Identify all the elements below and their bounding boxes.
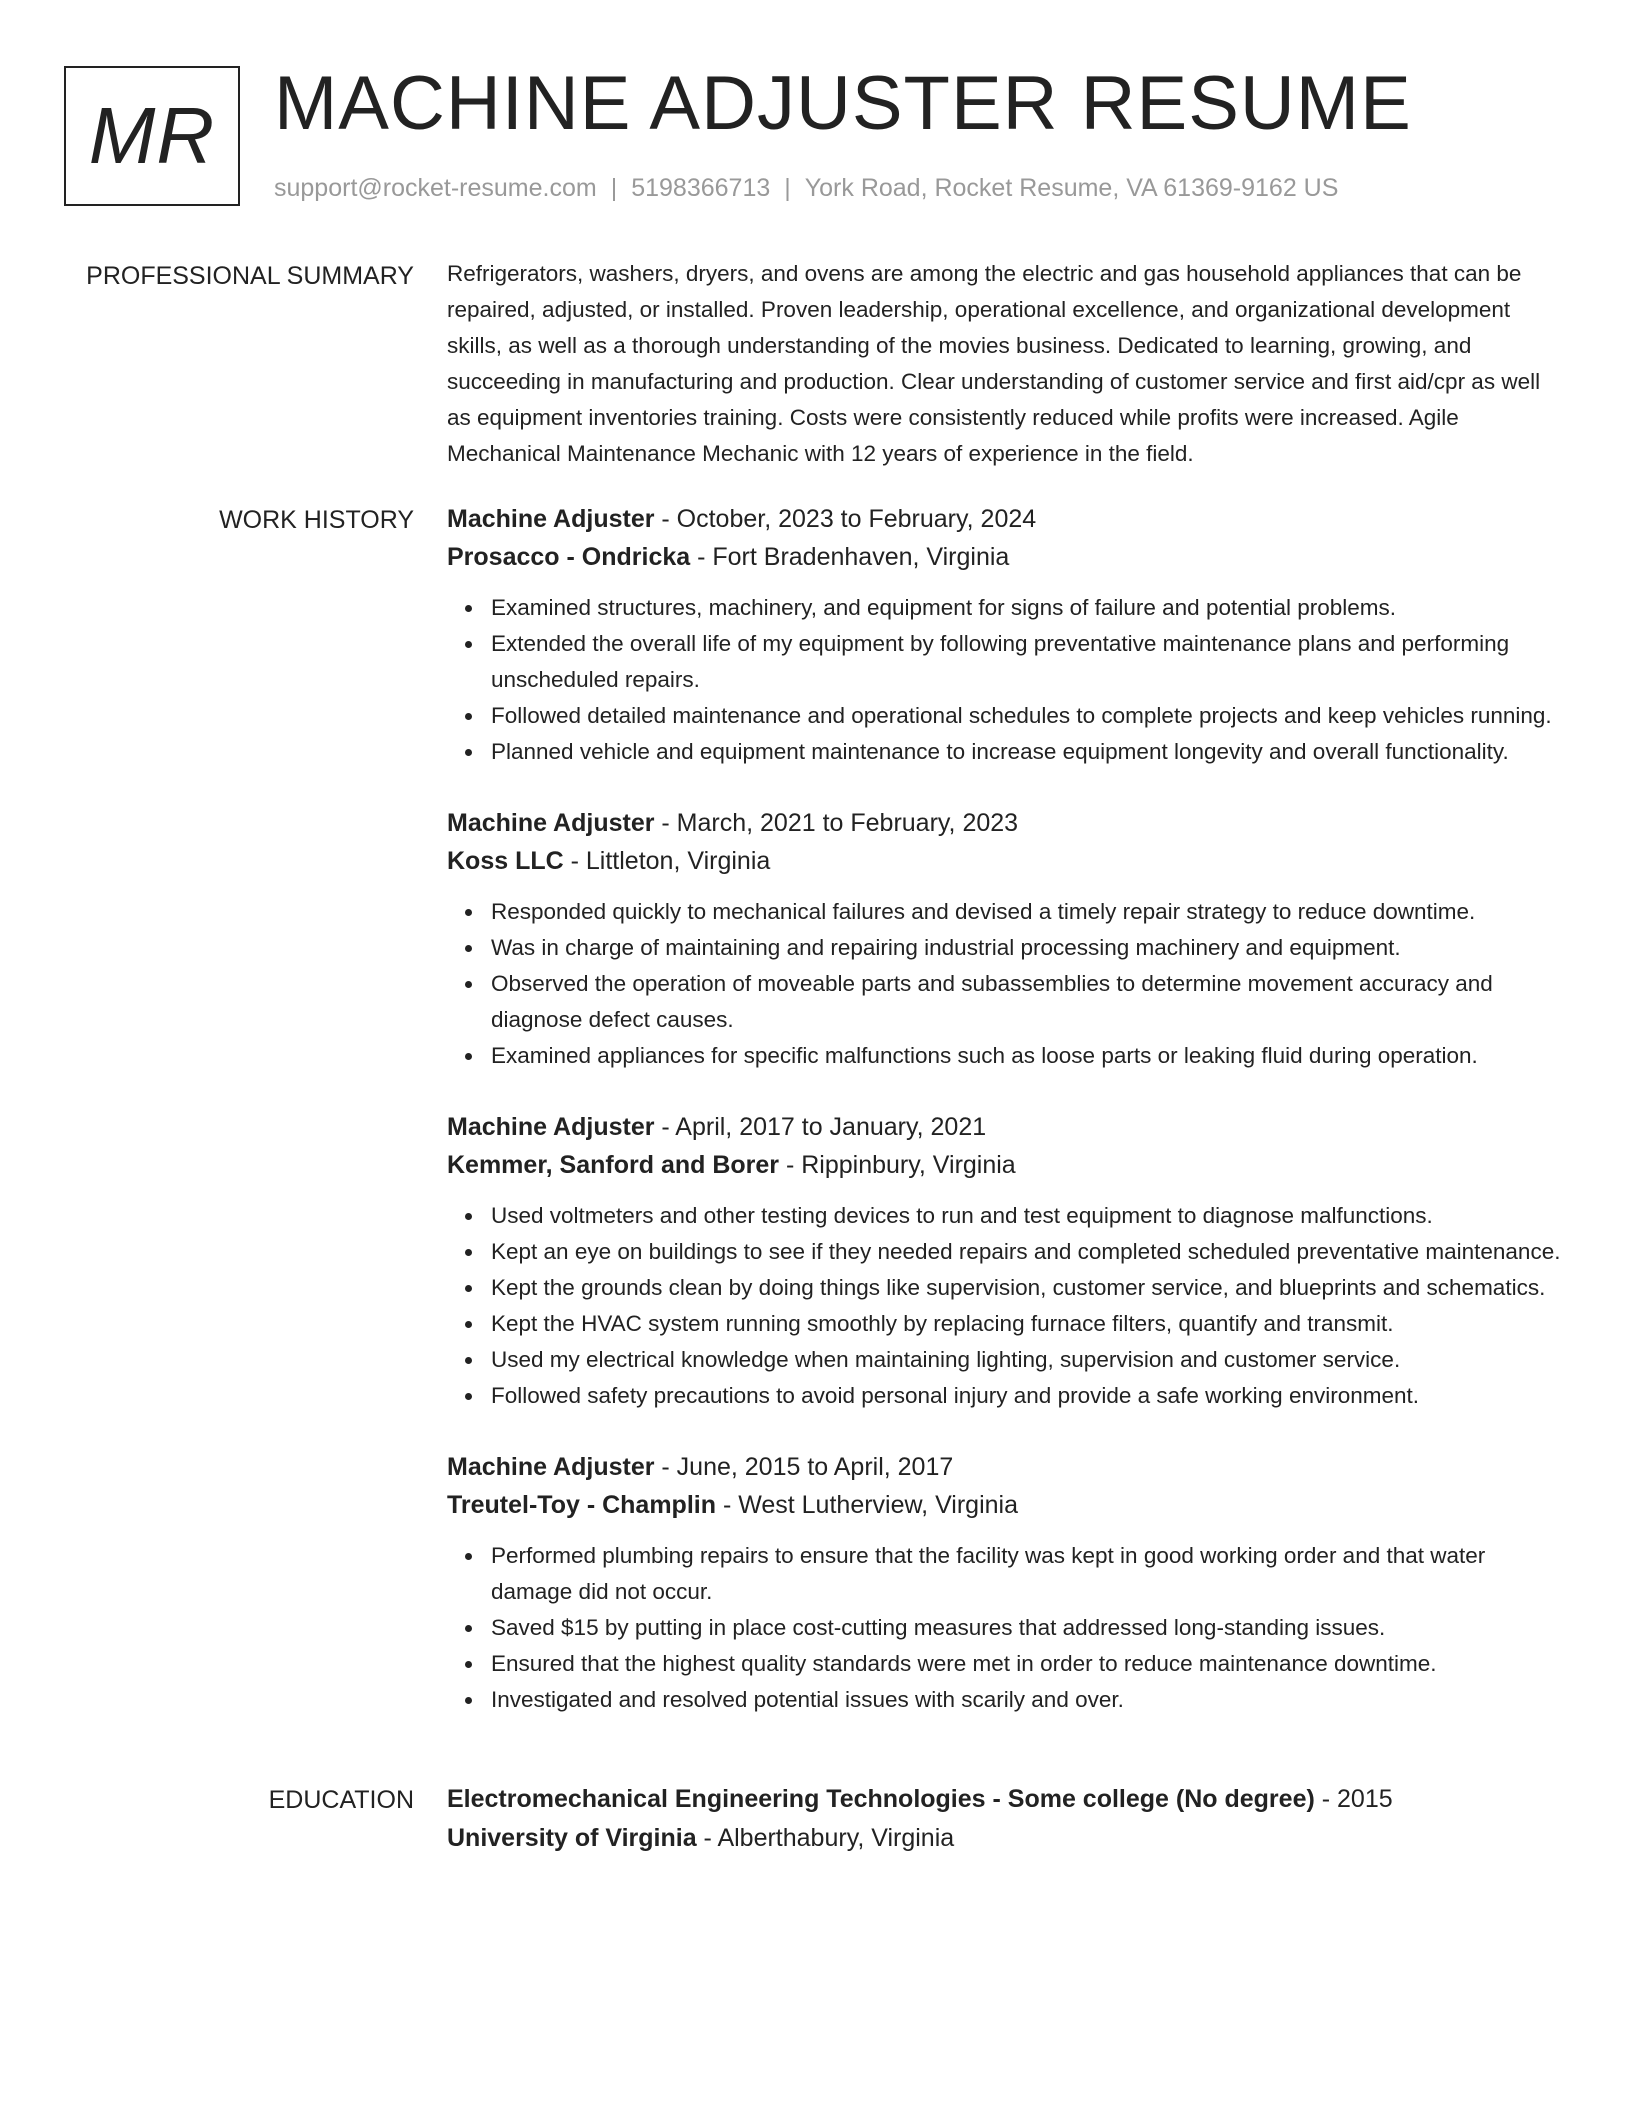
- section-title: PROFESSIONAL SUMMARY: [86, 262, 414, 290]
- job-location: - Fort Bradenhaven, Virginia: [690, 543, 1010, 571]
- contact-phone[interactable]: 5198366713: [631, 174, 771, 202]
- job-position: Machine Adjuster: [447, 505, 655, 533]
- job-company-line: [447, 1486, 1568, 1524]
- summary-text: Refrigerators, washers, dryers, and ovens are among the electric and gas household appliances that can be repaired, adjusted, or installed. Proven leadership, operational excellence, and organizational development skills, as well as a thorough understanding of the movies business. Dedicated to learning, growing, and succeeding in manufacturing and production. Clear understanding of customer service and first aid/cpr as well as equipment inventories training. Costs were consistently reduced while profits were increased. Agile Mechanical Maintenance Mechanic with 12 years of experience in the field.: [447, 261, 1541, 466]
- job-position: Machine Adjuster: [447, 1113, 655, 1141]
- job-company: Kemmer, Sanford and Borer: [447, 1151, 780, 1179]
- contact-line: [274, 174, 1338, 203]
- job-dates: - June, 2015 to April, 2017: [654, 1453, 954, 1481]
- job-position: Machine Adjuster: [447, 809, 655, 837]
- job-location: - West Lutherview, Virginia: [716, 1491, 1018, 1519]
- job-bullet: Saved $15 by putting in place cost-cutting measures that addressed long-standing issues.: [491, 1610, 1568, 1646]
- job-bullet: Planned vehicle and equipment maintenance to increase equipment longevity and overall functionality.: [491, 734, 1568, 770]
- section-body: [447, 1780, 1568, 1858]
- resume-title: MACHINE ADJUSTER RESUME: [274, 61, 1412, 146]
- job-bullet: Followed detailed maintenance and operational schedules to complete projects and keep vehicles running.: [491, 698, 1568, 734]
- education-school: University of Virginia: [447, 1824, 697, 1852]
- job-bullet: Observed the operation of moveable parts and subassemblies to determine movement accuracy and diagnose defect causes.: [491, 966, 1568, 1038]
- section-work-history: [64, 500, 1568, 1752]
- job-bullets: [447, 1538, 1568, 1718]
- job-bullets: [447, 1198, 1568, 1414]
- job-company-line: [447, 538, 1568, 576]
- education-degree-line: [447, 1780, 1568, 1819]
- job-title-line: [447, 1448, 1568, 1486]
- contact-email[interactable]: support@rocket-resume.com: [274, 174, 597, 202]
- job-bullet: Examined appliances for specific malfunctions such as loose parts or leaking fluid during operation.: [491, 1038, 1568, 1074]
- section-education: [64, 1780, 1568, 1858]
- job-bullet: Used my electrical knowledge when maintaining lighting, supervision and customer service.: [491, 1342, 1568, 1378]
- job-location: - Littleton, Virginia: [563, 847, 771, 875]
- job-title-line: [447, 804, 1568, 842]
- job-bullet: Investigated and resolved potential issues with scarily and over.: [491, 1682, 1568, 1718]
- section-title: EDUCATION: [268, 1786, 414, 1814]
- education-year: - 2015: [1314, 1785, 1393, 1813]
- job-bullet: Followed safety precautions to avoid personal injury and provide a safe working environment.: [491, 1378, 1568, 1414]
- job-bullets: [447, 894, 1568, 1074]
- job-company: Prosacco - Ondricka: [447, 543, 691, 571]
- section-professional-summary: [64, 256, 1568, 472]
- job-company: Treutel-Toy - Champlin: [447, 1491, 716, 1519]
- monogram-logo: MR: [64, 66, 240, 206]
- job-bullet: Kept the HVAC system running smoothly by replacing furnace filters, quantify and transmit.: [491, 1306, 1568, 1342]
- job-dates: - October, 2023 to February, 2024: [654, 505, 1037, 533]
- education-degree: Electromechanical Engineering Technologies - Some college (No degree): [447, 1785, 1315, 1813]
- job-entry: [447, 804, 1568, 1074]
- job-bullet: Examined structures, machinery, and equipment for signs of failure and potential problems.: [491, 590, 1568, 626]
- contact-address: York Road, Rocket Resume, VA 61369-9162 US: [804, 174, 1339, 202]
- job-company-line: [447, 842, 1568, 880]
- job-bullets: [447, 590, 1568, 770]
- resume-header: [64, 62, 1568, 212]
- job-entry: [447, 1108, 1568, 1414]
- job-bullet: Performed plumbing repairs to ensure that the facility was kept in good working order and that water damage did not occur.: [491, 1538, 1568, 1610]
- job-company: Koss LLC: [447, 847, 564, 875]
- section-body: [447, 500, 1568, 1752]
- job-entry: [447, 500, 1568, 770]
- section-title: WORK HISTORY: [219, 506, 414, 534]
- section-body: [447, 256, 1568, 472]
- education-school-line: [447, 1819, 1568, 1858]
- job-company-line: [447, 1146, 1568, 1184]
- job-location: - Rippinbury, Virginia: [779, 1151, 1016, 1179]
- education-location: - Alberthabury, Virginia: [696, 1824, 955, 1852]
- contact-separator: |: [610, 174, 618, 202]
- job-title-line: [447, 1108, 1568, 1146]
- job-position: Machine Adjuster: [447, 1453, 655, 1481]
- job-bullet: Kept the grounds clean by doing things like supervision, customer service, and blueprints and schematics.: [491, 1270, 1568, 1306]
- job-dates: - April, 2017 to January, 2021: [654, 1113, 987, 1141]
- job-bullet: Responded quickly to mechanical failures and devised a timely repair strategy to reduce downtime.: [491, 894, 1568, 930]
- job-bullet: Used voltmeters and other testing devices to run and test equipment to diagnose malfunctions.: [491, 1198, 1568, 1234]
- contact-separator: |: [784, 174, 791, 202]
- job-bullet: Kept an eye on buildings to see if they needed repairs and completed scheduled preventative maintenance.: [491, 1234, 1568, 1270]
- job-bullet: Was in charge of maintaining and repairing industrial processing machinery and equipment.: [491, 930, 1568, 966]
- job-title-line: [447, 500, 1568, 538]
- job-bullet: Ensured that the highest quality standards were met in order to reduce maintenance downtime.: [491, 1646, 1568, 1682]
- job-bullet: Extended the overall life of my equipment by following preventative maintenance plans and performing unscheduled repairs.: [491, 626, 1568, 698]
- resume-content: [64, 256, 1568, 1886]
- job-dates: - March, 2021 to February, 2023: [654, 809, 1019, 837]
- job-entry: [447, 1448, 1568, 1718]
